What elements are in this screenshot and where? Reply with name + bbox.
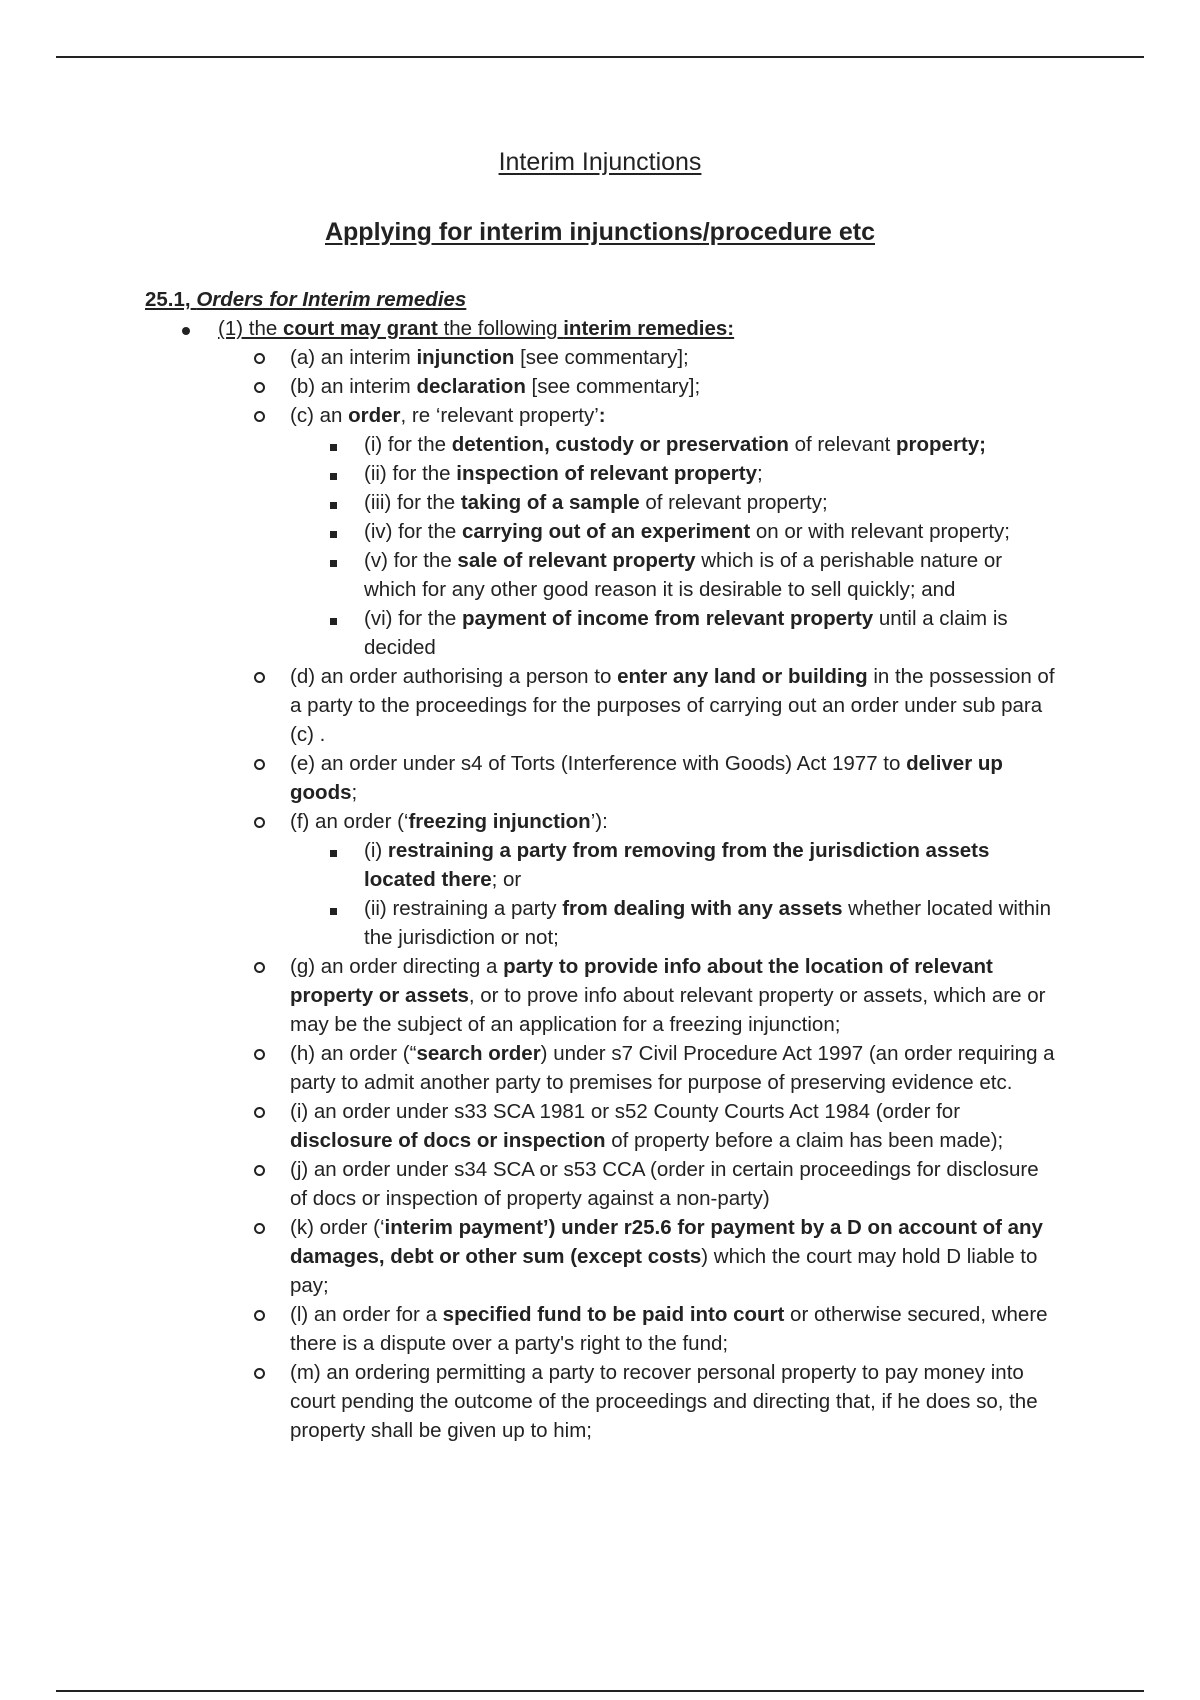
item-text: (i) an order under s33 SCA 1981 or s52 County Courts Act 1984 (order for (290, 1100, 961, 1123)
header-rule (56, 56, 1144, 58)
item-bold: specified fund to be paid into court (442, 1303, 785, 1326)
list-item-c-v (364, 546, 1060, 604)
list-item-f (290, 807, 1060, 836)
section-number: 25.1, (145, 288, 191, 311)
item-bold: deliver up goods (290, 752, 1003, 804)
item-bold: taking of a sample (460, 491, 640, 514)
hollow-circle-bullet-icon (254, 372, 265, 401)
square-bullet-icon (330, 604, 337, 633)
list-item-i (290, 1097, 1060, 1155)
square-bullet-icon (330, 430, 337, 459)
list-item-e (290, 749, 1060, 807)
square-bullet-icon (330, 546, 337, 575)
item-bold: : (598, 404, 606, 427)
item-bold: disclosure of docs or inspection (290, 1129, 606, 1152)
item-text: in the possession of a party to the proceedings for the purposes of carrying out an order under sub para (c) . (290, 665, 1055, 746)
square-bullet-icon (330, 836, 337, 865)
item-text: of relevant property; (639, 491, 828, 514)
list-item-f-i (364, 836, 1060, 894)
item-bold: payment of income from relevant property (461, 607, 874, 630)
list-item-g (290, 952, 1060, 1039)
item-bold: declaration (416, 375, 526, 398)
list-item-j (290, 1155, 1060, 1213)
item-bold: from dealing with any assets (562, 897, 843, 920)
hollow-circle-bullet-icon (254, 1213, 265, 1242)
item-text: (vi) for the (364, 607, 462, 630)
intro-bold: court may grant (282, 317, 438, 340)
item-bold: sale of relevant property (457, 549, 696, 572)
item-text: ; (757, 462, 763, 485)
item-text: (c) an (290, 404, 349, 427)
hollow-circle-bullet-icon (254, 1358, 265, 1387)
square-bullet-icon (330, 459, 337, 488)
hollow-circle-bullet-icon (254, 401, 265, 430)
item-text: (i) for the (364, 433, 452, 456)
list-item-c-iii (364, 488, 1060, 517)
remedies-list (0, 314, 1200, 1445)
item-bold: carrying out of an experiment (461, 520, 751, 543)
document-title: Interim Injunctions (498, 148, 702, 176)
list-item-c (290, 401, 1060, 430)
item-text: (v) for the (364, 549, 458, 572)
item-text: ) which the court may hold D liable to pay; (290, 1245, 1038, 1297)
item-text: (i) (364, 839, 388, 862)
item-bold: freezing injunction (408, 810, 591, 833)
item-bold: injunction (416, 346, 515, 369)
item-text: ’): (590, 810, 608, 833)
item-text: ; or (491, 868, 522, 891)
item-text: of relevant (788, 433, 897, 456)
intro-text: the following (437, 317, 564, 340)
item-text: (g) an order directing a (290, 955, 504, 978)
list-item-k (290, 1213, 1060, 1300)
filled-circle-bullet-icon (182, 314, 190, 343)
square-bullet-icon (330, 517, 337, 546)
item-text: until a claim is decided (364, 607, 1008, 659)
item-text: ) under s7 Civil Procedure Act 1997 (an order requiring a party to admit another party to premises for purpose of preserving evidence etc. (290, 1042, 1055, 1094)
item-text: , or to prove info about relevant property or assets, which are or may be the subject of an application for a freezing injunction; (290, 984, 1046, 1036)
item-text: on or with relevant property; (750, 520, 1010, 543)
list-item-l (290, 1300, 1060, 1358)
item-bold: order (348, 404, 401, 427)
item-bold: interim payment’) under r25.6 for payment by a D on account of any damages, debt or other sum (except costs (290, 1216, 1043, 1268)
hollow-circle-bullet-icon (254, 749, 265, 778)
item-text: or otherwise secured, where there is a dispute over a party's right to the fund; (290, 1303, 1048, 1355)
square-bullet-icon (330, 488, 337, 517)
item-bold: search order (416, 1042, 541, 1065)
hollow-circle-bullet-icon (254, 1300, 265, 1329)
item-bold: enter any land or building (617, 665, 868, 688)
item-text: (a) an interim (290, 346, 417, 369)
item-bold: restraining a party from removing from the jurisdiction assets located there (364, 839, 990, 891)
item-text: (ii) for the (364, 462, 457, 485)
item-text: which is of a perishable nature or which for any other good reason it is desirable to sell quickly; and (364, 549, 1003, 601)
item-text: (l) an order for a (290, 1303, 443, 1326)
list-item-b (290, 372, 1060, 401)
item-text: (j) an order under s34 SCA or s53 CCA (order in certain proceedings for disclosure of docs or inspection of property against a non-party) (290, 1158, 1039, 1210)
list-item-c-iv (364, 517, 1060, 546)
item-bold: party to provide info about the location of relevant property or assets (290, 955, 993, 1007)
hollow-circle-bullet-icon (254, 807, 265, 836)
hollow-circle-bullet-icon (254, 1039, 265, 1068)
hollow-circle-bullet-icon (254, 952, 265, 981)
list-item-c-i (364, 430, 1060, 459)
item-text: [see commentary]; (525, 375, 701, 398)
item-text: (h) an order (“ (290, 1042, 417, 1065)
section-title: Orders for Interim remedies (196, 288, 467, 311)
hollow-circle-bullet-icon (254, 662, 265, 691)
square-bullet-icon (330, 894, 337, 923)
item-bold: inspection of relevant property (456, 462, 758, 485)
item-text: (d) an order authorising a person to (290, 665, 618, 688)
item-text: (iv) for the (364, 520, 462, 543)
item-text: [see commentary]; (514, 346, 689, 369)
section-heading (145, 288, 466, 312)
item-text: (f) an order (‘ (290, 810, 409, 833)
hollow-circle-bullet-icon (254, 1097, 265, 1126)
item-text: of property before a claim has been made); (605, 1129, 1004, 1152)
list-item-h (290, 1039, 1060, 1097)
item-text: (b) an interim (290, 375, 417, 398)
item-bold: property; (896, 433, 986, 456)
intro-text: (1) the (218, 317, 283, 340)
hollow-circle-bullet-icon (254, 1155, 265, 1184)
list-item-d (290, 662, 1060, 749)
list-item-a (290, 343, 1060, 372)
item-text: (k) order (‘ (290, 1216, 385, 1239)
intro-bold: interim remedies: (563, 317, 735, 340)
document-heading: Applying for interim injunctions/procedure etc (324, 218, 876, 246)
hollow-circle-bullet-icon (254, 343, 265, 372)
list-item-f-ii (364, 894, 1060, 952)
item-text: , re ‘relevant property’ (400, 404, 599, 427)
item-text: (ii) restraining a party (364, 897, 563, 920)
footer-rule (56, 1690, 1144, 1692)
item-text: ; (351, 781, 358, 804)
list-item-m (290, 1358, 1060, 1445)
item-text: (iii) for the (364, 491, 461, 514)
intro-item (218, 314, 1118, 343)
list-item-c-ii (364, 459, 1060, 488)
item-bold: detention, custody or preservation (451, 433, 789, 456)
item-text: (m) an ordering permitting a party to recover personal property to pay money into court pending the outcome of the proceedings and directing that, if he does so, the property shall be given up to him; (290, 1361, 1038, 1442)
list-item-c-vi (364, 604, 1060, 662)
item-text: whether located within the jurisdiction or not; (364, 897, 1052, 949)
item-text: (e) an order under s4 of Torts (Interference with Goods) Act 1977 to (290, 752, 907, 775)
